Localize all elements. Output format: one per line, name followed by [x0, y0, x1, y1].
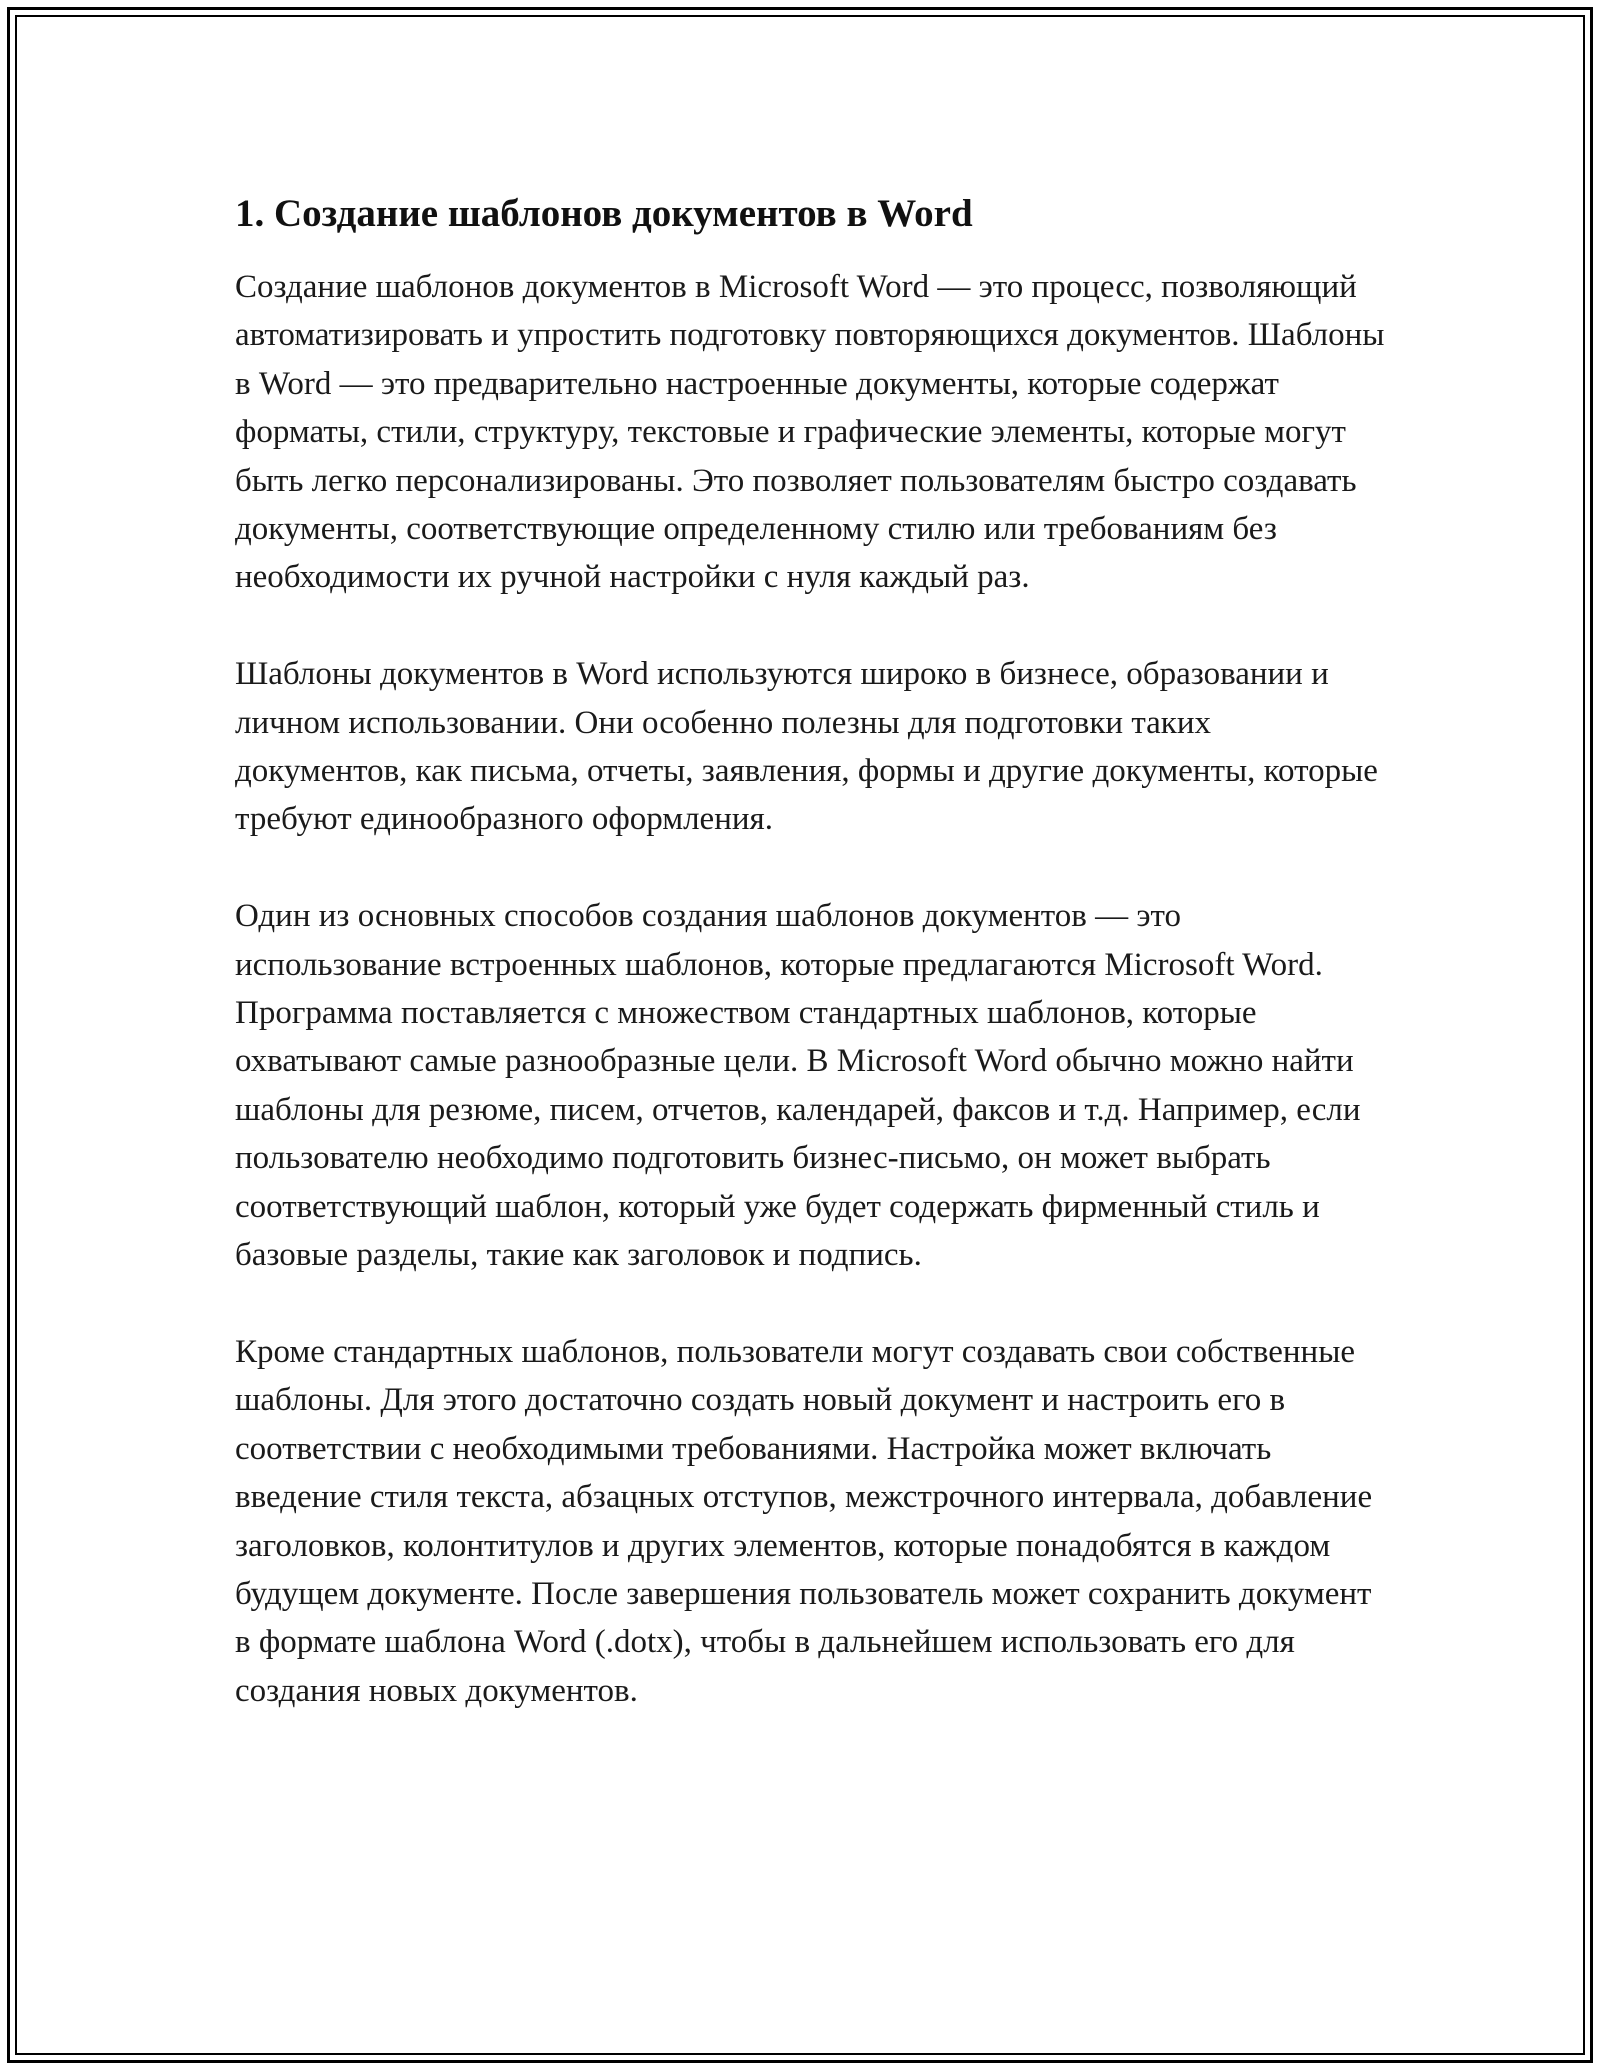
paragraph-usage: Шаблоны документов в Word используются широко в бизнесе, образовании и личном использовании. Они особенно полезны для подготовки таких документов, как письма, отчеты, заявления, формы и другие документы, которые требуют единообразного оформления.: [235, 656, 1378, 838]
section-heading: 1. Создание шаблонов документов в Word: [235, 192, 973, 235]
paragraph-intro: Создание шаблонов документов в Microsoft Word — это процесс, позволяющий автоматизировать и упростить подготовку повторяющихся документов. Шаблоны в Word — это предварительно настроенные документы, которые содержат форматы, стили, структуру, текстовые и графические элементы, которые могут быть легко персонализированы. Это позволяет пользователям быстро создавать документы, соответствующие определенному стилю или требованиям без необходимости их ручной настройки с нуля каждый раз.: [235, 269, 1385, 596]
paragraph-custom-templates: Кроме стандартных шаблонов, пользователи могут создавать свои собственные шаблоны. Для этого достаточно создать новый документ и настроить его в соответствии с необходимыми требованиями. Настройка может включать введение стиля текста, абзацных отступов, межстрочного интервала, добавление заголовков, колонтитулов и других элементов, которые понадобятся в каждом будущем документе. После завершения пользователь может сохранить документ в формате шаблона Word (.dotx), чтобы в дальнейшем использовать его для создания новых документов.: [235, 1333, 1373, 1709]
paragraph-builtin-templates: Один из основных способов создания шаблонов документов — это использование встроенных шаблонов, которые предлагаются Microsoft Word. Программа поставляется с множеством стандартных шаблонов, которые охватывают самые разнообразные цели. В Microsoft Word обычно можно найти шаблоны для резюме, писем, отчетов, календарей, факсов и т.д. Например, если пользователю необходимо подготовить бизнес-письмо, он может выбрать соответствующий шаблон, который уже будет содержать фирменный стиль и базовые разделы, такие как заголовок и подпись.: [235, 898, 1361, 1274]
document-body: [235, 188, 1385, 1715]
